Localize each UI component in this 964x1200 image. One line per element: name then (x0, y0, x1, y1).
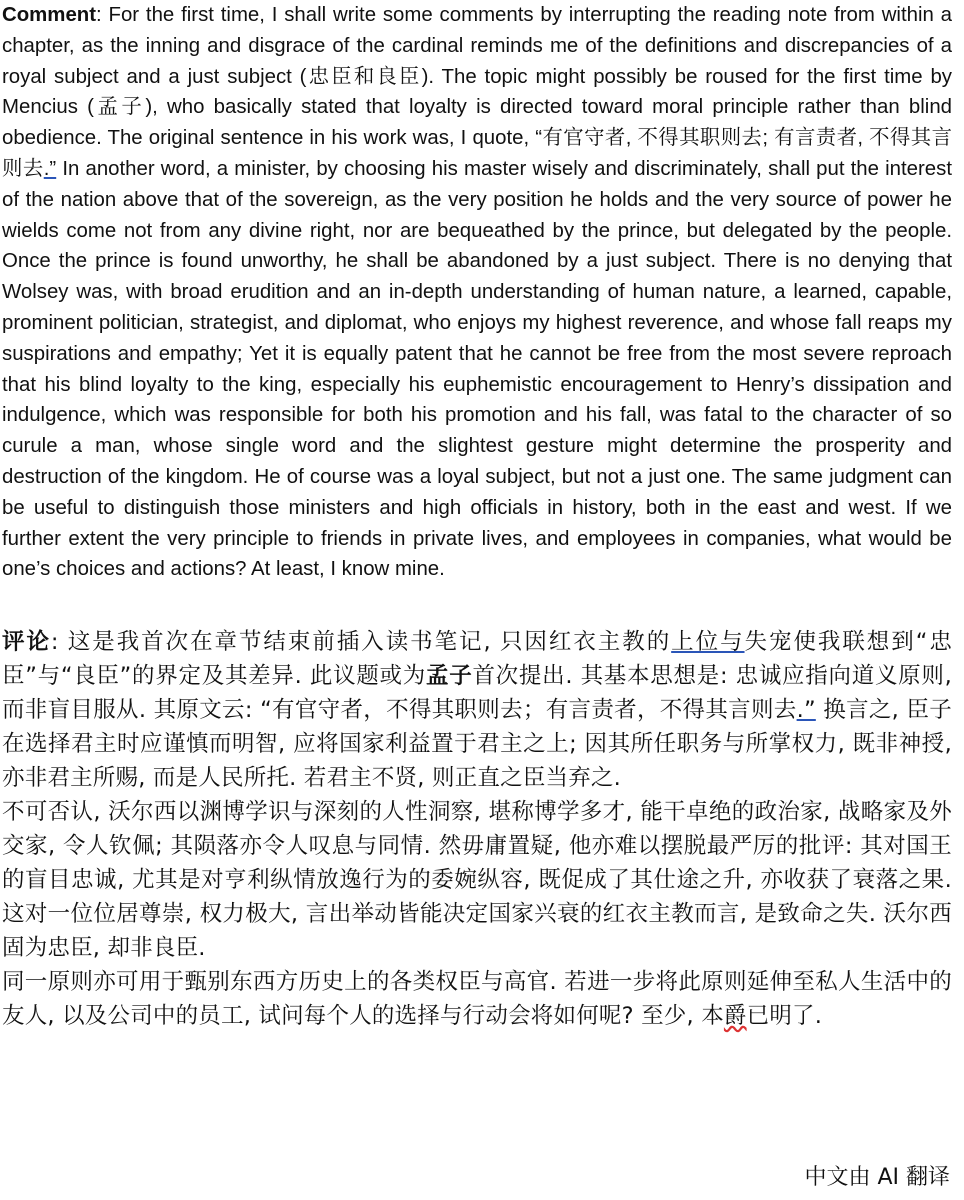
english-comment-paragraph (2, 0, 952, 585)
chinese-text: : 这是我首次在章节结束前插入读书笔记, 只因红衣主教的 (50, 629, 672, 656)
chinese-paragraph-3 (2, 965, 952, 1033)
chinese-comment-label: 评论 (2, 629, 51, 656)
chinese-text: 已明了. (746, 1003, 823, 1030)
english-text-part-1: : For the first time, I shall write some comments by interrupting the reading note from within a chapter, as the inning and disgrace of the cardinal reminds me of the definitions and discrepancies of a royal subject and a just subject (忠臣和良臣). The topic might possibly be roused for the first time by Mencius (孟子), who basically stated that loyalty is directed toward moral principle rather than blind obedience. The original sentence in his work was, I quote, “有官守者, 不得其职则去; 有言责者, 不得其言则去 (2, 4, 952, 180)
spellcheck-marked-char: 爵 (723, 1003, 747, 1030)
chinese-text: 失宠使我联想到“忠臣”与“良臣”的界定及其差异. 此议题或为 (2, 629, 953, 690)
chinese-text: 换言之, 臣子在选择君主时应谨慎而明智, 应将国家利益置于君主之上; 因其所任职务与所掌权力, 既非神授, 亦非君主所赐, 而是人民所托. 若君主不贤, 则正直之臣当弃之. (2, 697, 953, 792)
mencius-bold: 孟子 (426, 663, 473, 690)
quote-end-mark: .” (796, 697, 816, 724)
translation-credit: 中文由 AI 翻译 (804, 1165, 950, 1190)
comment-label: Comment (2, 4, 97, 26)
paragraph-gap (2, 585, 952, 625)
english-text-part-2: In another word, a minister, by choosing his master wisely and discriminately, shall put the interest of the nation above that of the sovereign, as the very position he holds and the very source of power he wields come not from any divine right, nor are bequeathed by the prince, but delegated by the people. Once the prince is found unworthy, he shall be abandoned by a just subject. There is no denying that Wolsey was, with broad erudition and an in-depth understanding of human nature, a learned, capable, prominent politician, strategist, and diplomat, who enjoys my highest reverence, and whose fall reaps my suspirations and empathy; Yet it is equally patent that he cannot be free from the most severe reproach that his blind loyalty to the king, especially his euphemistic encouragement to Henry’s dissipation and indulgence, which was responsible for both his promotion and his fall, was fatal to the character of so curule a man, whose single word and the slightest gesture might determine the prosperity and destruction of the kingdom. He of course was a loyal subject, but not a just one. The same judgment can be useful to distinguish those ministers and high officials in history, both in the east and west. If we further extent the very principle to friends in private lives, and employees in companies, what would be one’s choices and actions? At least, I know mine. (2, 157, 952, 581)
chinese-text: 首次提出. 其基本思想是: 忠诚应指向道义原则, 而非盲目服从. 其原文云: “有官守者，不得其职则去；有言责者，不得其言则去 (2, 663, 952, 724)
chinese-paragraph-2: 不可否认, 沃尔西以渊博学识与深刻的人性洞察, 堪称博学多才, 能干卓绝的政治家, 战略家及外交家, 令人钦佩; 其陨落亦令人叹息与同情. 然毋庸置疑, 他亦难以摆脱最严厉的批评: 其对国王的盲目忠诚, 尤其是对亨利纵情放逸行为的委婉纵容, 既促成了其仕途之升, 亦收获了衰落之果. 这对一位位居尊崇, 权力极大, 言出举动皆能决定国家兴衰的红衣主教而言, 是致命之失. 沃尔西固为忠臣, 却非良臣. (2, 799, 952, 962)
quote-end-mark: .” (43, 157, 57, 180)
document-body (2, 0, 952, 1033)
chinese-text: 同一原则亦可用于甄别东西方历史上的各类权臣与高官. 若进一步将此原则延伸至私人生活中的友人, 以及公司中的员工, 试问每个人的选择与行动会将如何呢? 至少, 本 (2, 969, 952, 1030)
chinese-paragraph-1 (2, 625, 952, 795)
underlined-phrase: 上位与 (671, 629, 745, 656)
